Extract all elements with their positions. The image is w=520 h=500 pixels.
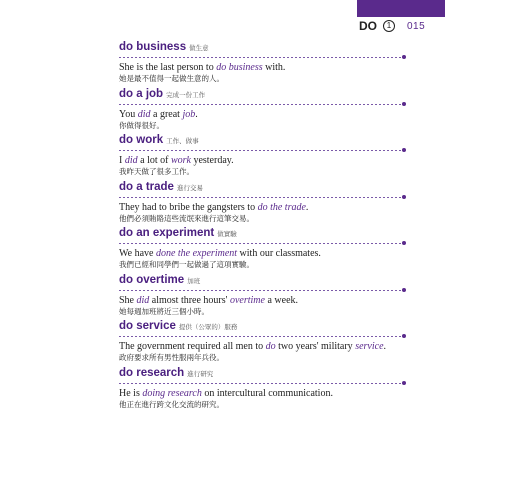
example-en	[119, 62, 404, 74]
example-zh: 政府要求所有男性服兩年兵役。	[119, 353, 224, 362]
phrase-heading	[119, 41, 404, 56]
phrase-term: do a trade	[119, 180, 174, 193]
phrase-term: do research	[119, 366, 185, 379]
phrase-term: do business	[119, 41, 187, 53]
example-zh: 她每週加班將近三個小時。	[119, 306, 209, 316]
en-highlight: did	[137, 108, 151, 120]
phrase-heading	[119, 320, 404, 335]
section-number-badge: 1	[383, 20, 395, 32]
dotted-rule	[119, 243, 404, 244]
dotted-rule	[119, 197, 404, 198]
en-highlight: overtime	[229, 294, 265, 306]
phrase-gloss: 加班	[187, 276, 201, 285]
en-highlight: do the trade	[257, 201, 306, 213]
phrase-entry	[119, 367, 404, 414]
dotted-rule	[119, 104, 404, 105]
example-zh: 他正在進行跨文化交流的研究。	[119, 399, 224, 409]
example-en	[119, 202, 404, 214]
phrase-term: do service	[119, 320, 176, 332]
phrase-gloss: 提供（公眾的）服務	[178, 323, 238, 331]
en-text: with our classmates.	[237, 248, 321, 259]
example-en	[119, 155, 404, 167]
dotted-rule	[119, 290, 404, 291]
en-text: yesterday.	[190, 155, 234, 166]
en-text: .	[383, 341, 387, 352]
en-text: on intercultural communication.	[201, 387, 333, 399]
page-header	[359, 19, 459, 33]
en-highlight: do	[265, 341, 276, 352]
en-text: .	[305, 201, 309, 213]
example-en	[119, 341, 404, 353]
example-zh: 她是最不值得一起做生意的人。	[119, 74, 224, 83]
phrase-gloss: 完成一份工作	[166, 90, 206, 99]
en-highlight: service	[355, 341, 384, 352]
phrase-list	[119, 41, 404, 413]
phrase-entry	[119, 227, 404, 274]
en-highlight: done the experiment	[155, 248, 238, 259]
dotted-rule	[119, 383, 404, 384]
dotted-rule	[119, 57, 404, 58]
phrase-heading	[119, 227, 404, 242]
phrase-heading	[119, 88, 404, 103]
phrase-heading	[119, 274, 404, 289]
en-text: two years' military	[275, 341, 356, 352]
en-text: The government required all men to	[119, 341, 266, 352]
phrase-term: do work	[119, 134, 164, 146]
en-text: She	[119, 294, 137, 306]
phrase-term: do a job	[119, 87, 164, 100]
example-en	[119, 295, 404, 307]
phrase-entry	[119, 181, 404, 228]
phrase-gloss: 工作、做事	[166, 137, 199, 145]
en-text: with.	[262, 62, 286, 73]
example-zh: 你做得很好。	[119, 120, 164, 130]
example-en	[119, 388, 404, 400]
example-zh: 我們已經和同學們一起做過了這項實驗。	[119, 260, 254, 269]
phrase-entry	[119, 134, 404, 181]
en-text: a week.	[264, 294, 299, 306]
en-highlight: job	[182, 108, 196, 120]
dotted-rule	[119, 336, 404, 337]
en-text: I	[119, 155, 125, 166]
phrase-gloss: 做實驗	[217, 230, 237, 238]
phrase-heading	[119, 134, 404, 149]
header-title: DO	[359, 19, 377, 33]
en-highlight: work	[170, 155, 191, 166]
en-highlight: do business	[216, 62, 263, 73]
phrase-term: do overtime	[119, 273, 185, 286]
en-text: You	[119, 108, 138, 120]
en-highlight: did	[136, 294, 150, 306]
phrase-heading	[119, 181, 404, 196]
en-text: He is	[119, 387, 143, 399]
phrase-gloss: 進行交易	[176, 183, 203, 192]
phrase-entry	[119, 320, 404, 367]
phrase-entry	[119, 41, 404, 88]
phrase-entry	[119, 88, 404, 135]
en-text: a lot of	[137, 155, 171, 166]
phrase-heading	[119, 367, 404, 382]
en-text: almost three hours'	[149, 294, 230, 306]
dotted-rule	[119, 150, 404, 151]
page-number: 015	[407, 20, 426, 32]
example-zh: 我昨天做了很多工作。	[119, 167, 194, 176]
example-en	[119, 248, 404, 260]
en-text: She is the last person to	[119, 62, 217, 73]
en-text: .	[195, 108, 198, 120]
phrase-entry	[119, 274, 404, 321]
en-highlight: did	[124, 155, 138, 166]
en-text: They had to bribe the gangsters to	[119, 201, 258, 213]
header-color-block	[357, 0, 445, 17]
example-en	[119, 109, 404, 121]
phrase-term: do an experiment	[119, 227, 215, 239]
example-zh: 他們必須賄賂這些流氓來進行這筆交易。	[119, 213, 254, 223]
en-highlight: doing research	[142, 387, 202, 399]
phrase-gloss: 做生意	[189, 44, 209, 52]
en-text: We have	[119, 248, 156, 259]
phrase-gloss: 進行研究	[187, 369, 214, 378]
en-text: a great	[150, 108, 183, 120]
